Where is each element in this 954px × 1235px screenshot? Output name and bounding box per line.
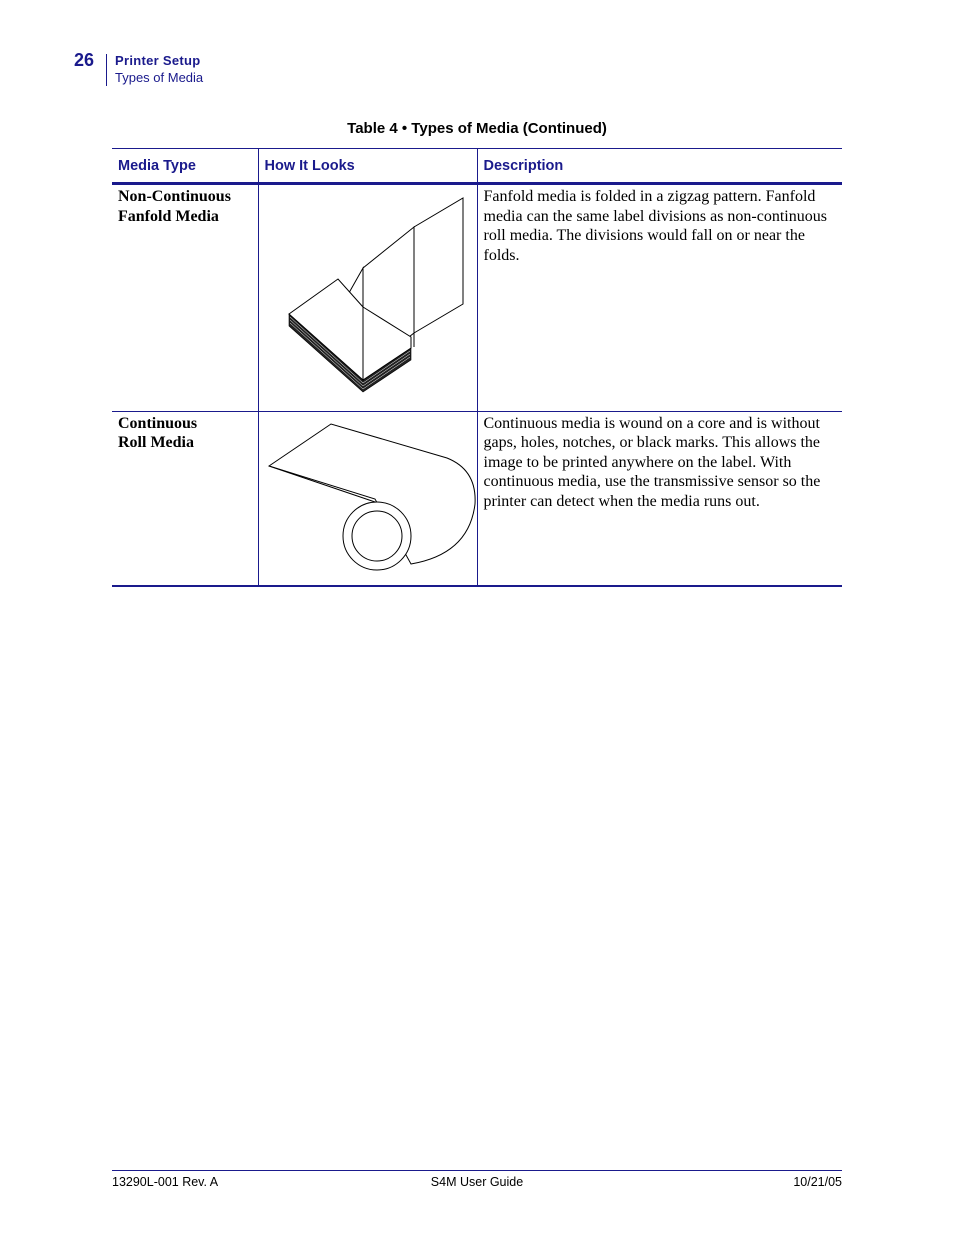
column-header-description: Description (477, 149, 842, 184)
footer-divider (112, 1170, 842, 1171)
table-title: Table 4 • Types of Media (Continued) (347, 120, 607, 137)
table-row (112, 184, 842, 412)
media-type-cell (112, 411, 258, 586)
fanfold-media-illustration (265, 187, 483, 401)
table-header-row (112, 149, 842, 184)
media-types-table (112, 148, 842, 587)
media-type-line: Roll Media (118, 434, 194, 451)
header-subsection-title: Types of Media (115, 70, 204, 85)
illustration-cell (258, 411, 477, 586)
table-row (112, 411, 842, 586)
illustration-cell (258, 184, 477, 412)
header-divider (106, 54, 107, 86)
footer-date: 10/21/05 (793, 1175, 842, 1189)
media-type-line: Non-Continuous (118, 188, 231, 205)
page-number: 26 (74, 50, 95, 70)
footer-document-number: 13290L-001 Rev. A (112, 1175, 219, 1189)
column-header-media-type: Media Type (112, 149, 258, 184)
media-type-cell (112, 184, 258, 412)
description-cell: Fanfold media is folded in a zigzag pattern. Fanfold media can the same label divisions as non-continuous roll media. The divisions would fall on or near the folds. (477, 184, 842, 412)
media-type-line: Fanfold Media (118, 207, 219, 225)
roll-media-illustration (265, 414, 483, 576)
header-section-title: Printer Setup (115, 53, 201, 68)
media-type-line: Continuous (118, 414, 198, 432)
column-header-how-it-looks: How It Looks (258, 149, 477, 184)
footer-guide-title: S4M User Guide (430, 1175, 524, 1189)
description-cell: Continuous media is wound on a core and is without gaps, holes, notches, or black marks. This allows the image to be printed anywhere on the label. With continuous media, use the transmissive sensor so the printer can detect when the media runs out. (477, 411, 842, 586)
